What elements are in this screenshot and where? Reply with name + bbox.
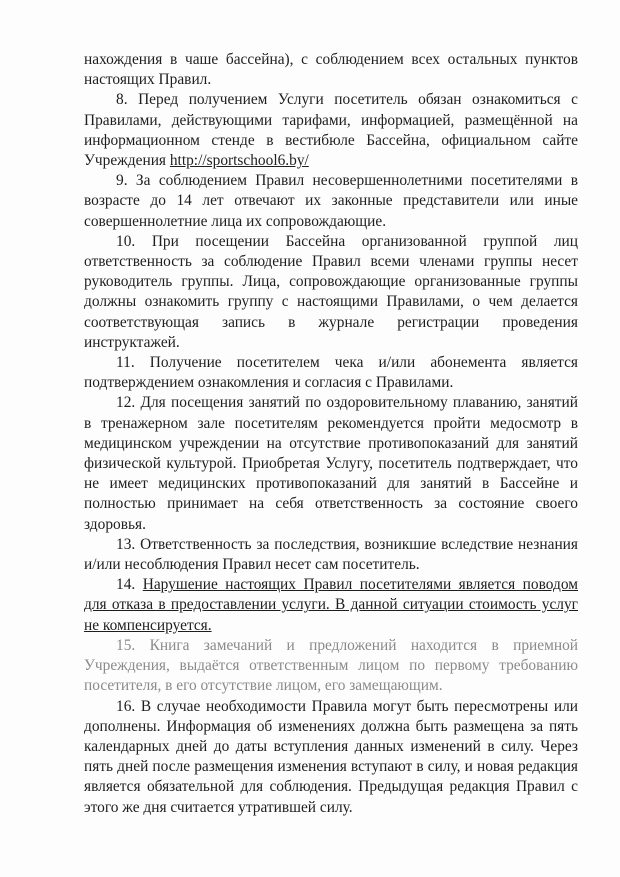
paragraph-10: 10. При посещении Бассейна организованной группой лиц ответственность за соблюдение Правил всеми членами группы несет руководитель группы. Лица, сопровождающие организованные группы должны ознакомить группу с настоящими Правилами, о чем делается соответствующая запись в журнале регистрации проведения инструктажей.	[84, 232, 578, 351]
paragraph-16: 16. В случае необходимости Правила могут быть пересмотрены или дополнены. Информация об изменениях должна быть размещена за пять календарных дней до даты вступления данных изменений в силу. Через пять дней после размещения изменения вступают в силу, и новая редакция является обязательной для соблюдения. Предыдущая редакция Правил с этого же дня считается утратившей силу.	[84, 697, 578, 816]
paragraph-8-text: 8. Перед получением Услуги посетитель обязан ознакомиться с Правилами, действующими тарифами, информацией, размещённой на информационном стенде в вестибюле Бассейна, официальном сайте Учреждения	[84, 91, 578, 170]
paragraph-14-number: 14.	[116, 576, 143, 594]
paragraph-15: 15. Книга замечаний и предложений находится в приемной Учреждения, выдаётся ответственным лицом по первому требованию посетителя, в его отсутствие лицом, его замещающим.	[84, 636, 578, 695]
document-body	[84, 50, 578, 818]
paragraph-14	[84, 575, 578, 636]
paragraph-13: 13. Ответственность за последствия, возникшие вследствие незнания и/или несоблюдения Правил несет сам посетитель.	[84, 535, 578, 574]
website-link[interactable]: http://sportschool6.by/	[169, 152, 309, 170]
paragraph-14-underlined-text: Нарушение настоящих Правил посетителями является поводом для отказа в предоставлении услуги. В данной ситуации стоимость услуг не компенсируется.	[84, 576, 578, 634]
paragraph-8	[84, 90, 578, 171]
paragraph-9: 9. За соблюдением Правил несовершеннолетними посетителями в возрасте до 14 лет отвечают их законные представители или иные совершеннолетние лица их сопровождающие.	[84, 172, 578, 230]
paragraph-11: 11. Получение посетителем чека и/или абонемента является подтверждением ознакомления и согласия с Правилами.	[84, 354, 578, 392]
paragraph-7-continuation: нахождения в чаше бассейна), с соблюдением всех остальных пунктов настоящих Правил.	[84, 51, 578, 89]
paragraph-12: 12. Для посещения занятий по оздоровительному плаванию, занятий в тренажерном зале посетителям рекомендуется пройти медосмотр в медицинском учреждении на отсутствие противопоказаний для занятий физической культурой. Приобретая Услугу, посетитель подтверждает, что не имеет медицинских противопоказаний для занятий в Бассейне и полностью принимает на себя ответственность за состояние своего здоровья.	[84, 394, 578, 533]
